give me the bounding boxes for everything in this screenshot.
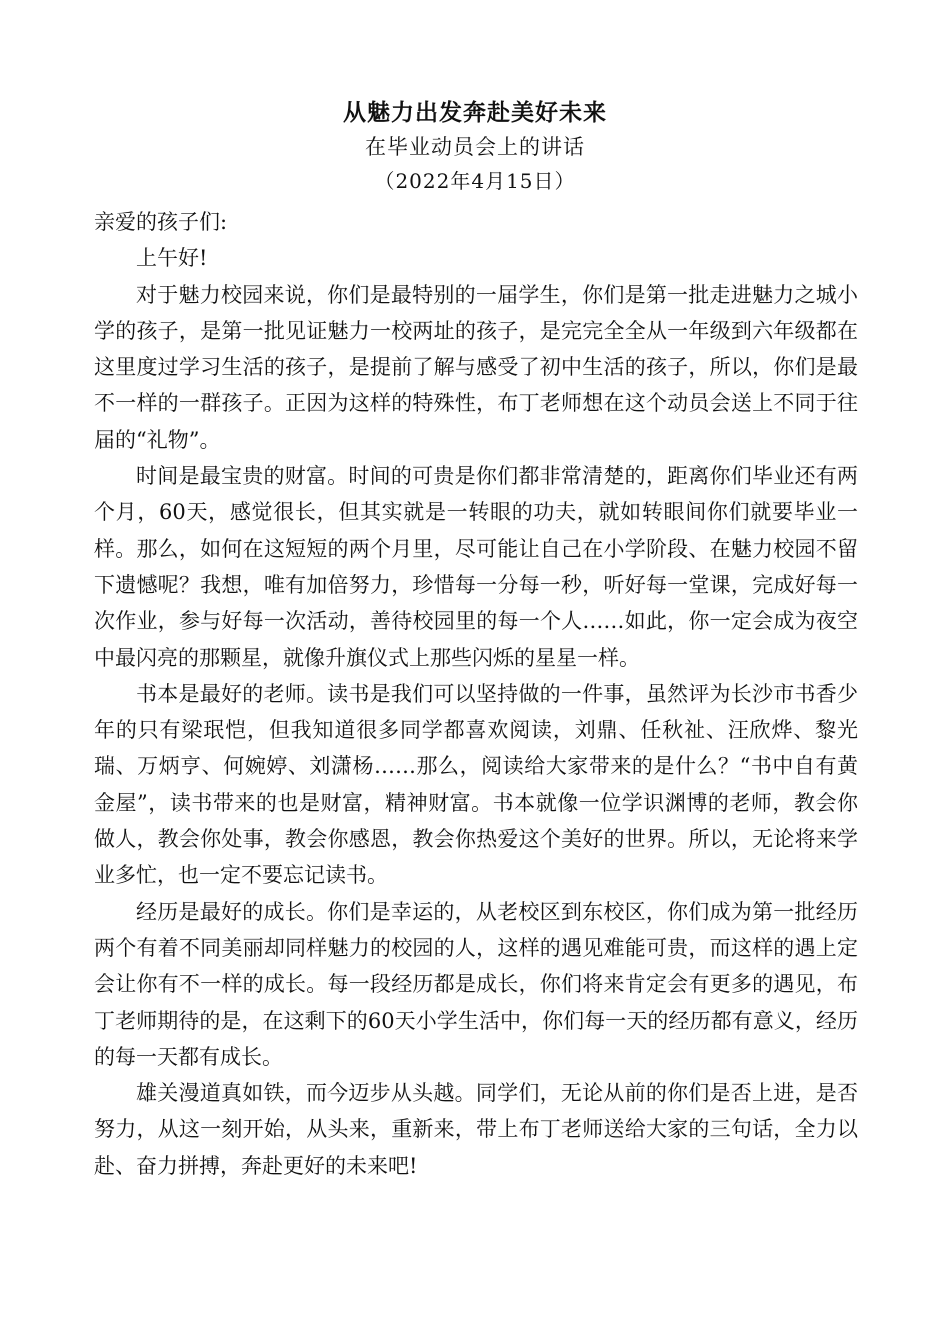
document-date: （2022年4月15日） — [374, 169, 576, 193]
document-header — [0, 96, 950, 198]
paragraph-books: 书本是最好的老师。读书是我们可以坚持做的一件事，虽然评为长沙市书香少年的只有梁珉恺，但我知道很多同学都喜欢阅读，刘鼎、任秋祉、汪欣烨、黎光瑞、万炳亨、何婉婷、刘潇杨……那么，阅读给大家带来的是什么？“书中自有黄金屋”，读书带来的也是财富，精神财富。书本就像一位学识渊博的老师，教会你做人，教会你处事，教会你感恩，教会你热爱这个美好的世界。所以，无论将来学业多忙，也一定不要忘记读书。 — [94, 681, 858, 888]
document-title: 从魅力出发奔赴美好未来 — [343, 99, 607, 126]
salutation: 亲爱的孩子们: — [94, 210, 228, 234]
document-body — [94, 204, 858, 1184]
document-subtitle: 在毕业动员会上的讲话 — [365, 135, 585, 159]
paragraph-time: 时间是最宝贵的财富。时间的可贵是你们都非常清楚的，距离你们毕业还有两个月，60天，感觉很长，但其实就是一转眼的功夫，就如转眼间你们就要毕业一样。那么，如何在这短短的两个月里，尽可能让自己在小学阶段、在魅力校园不留下遗憾呢？我想，唯有加倍努力，珍惜每一分每一秒，听好每一堂课，完成好每一次作业，参与好每一次活动，善待校园里的每一个人……如此，你一定会成为夜空中最闪亮的那颗星，就像升旗仪式上那些闪烁的星星一样。 — [94, 464, 858, 670]
greeting: 上午好! — [136, 246, 208, 271]
paragraph-closing: 雄关漫道真如铁，而今迈步从头越。同学们，无论从前的你们是否上进，是否努力，从这一刻开始，从头来，重新来，带上布丁老师送给大家的三句话，全力以赴、奋力拼搏，奔赴更好的未来吧! — [94, 1081, 858, 1178]
paragraph-intro: 对于魅力校园来说，你们是最特别的一届学生，你们是第一批走进魅力之城小学的孩子，是第一批见证魅力一校两址的孩子，是完完全全从一年级到六年级都在这里度过学习生活的孩子，是提前了解与感受了初中生活的孩子，所以，你们是最不一样的一群孩子。正因为这样的特殊性，布丁老师想在这个动员会送上不同于往届的“礼物”。 — [94, 282, 858, 452]
paragraph-experience: 经历是最好的成长。你们是幸运的，从老校区到东校区，你们成为第一批经历两个有着不同美丽却同样魅力的校园的人，这样的遇见难能可贵，而这样的遇上定会让你有不一样的成长。每一段经历都是成长，你们将来肯定会有更多的遇见，布丁老师期待的是，在这剩下的60天小学生活中，你们每一天的经历都有意义，经历的每一天都有成长。 — [94, 899, 858, 1069]
